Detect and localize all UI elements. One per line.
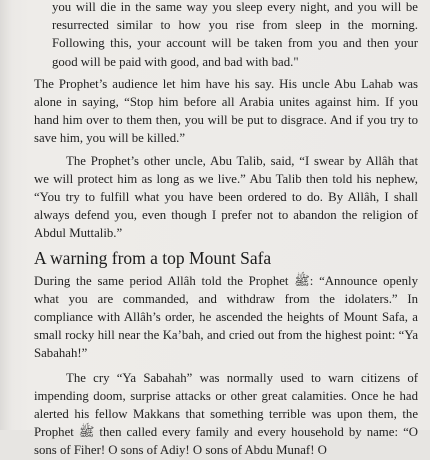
page-text [34, 0, 418, 460]
paragraph-abu-talib: The Prophet’s other uncle, Abu Talib, said, “I swear by Allâh that we will protect him as long as we live.” Abu Talib then told his nephew, “You try to fulfill what you have been ordered to do. By Allâh, I shall always defend you, even though I prefer not to abandon the religion of Abdul Muttalib.” [34, 153, 418, 241]
paragraph-ya-sabahah: The cry “Ya Sabahah” was normally used to warn citizens of impending doom, surprise attacks or other great calamities. Once he had alerted his fellow Makkans that something terrible was upon them, the Prophet ﷺ then called every family and every household by name: “O sons of Fiher! O sons of Adiy! O sons of Abdu Munaf! O [34, 370, 418, 458]
quoted-paragraph: you will die in the same way you sleep every night, and you will be resurrected similar to how you rise from sleep in the morning. Following this, your account will be taken from you and then your good will be paid with good, and bad with bad." [52, 0, 418, 69]
paragraph-mount-safa: During the same period Allâh told the Prophet ﷺ: “Announce openly what you are commanded, and withdraw from the idolaters.” In compliance with Allâh’s order, he ascended the heights of Mount Safa, a small rocky hill near the Ka’bah, and cried out from the highest point: “Ya Sabahah!” [34, 273, 418, 361]
paragraph-abu-lahab: The Prophet’s audience let him have his say. His uncle Abu Lahab was alone in saying, “Stop him before all Arabia unites against him. If you hand him over to them then, you will be put to disgrace. And if you try to save him, you will be killed.” [34, 76, 418, 146]
section-heading: A warning from a top Mount Safa [34, 247, 272, 268]
